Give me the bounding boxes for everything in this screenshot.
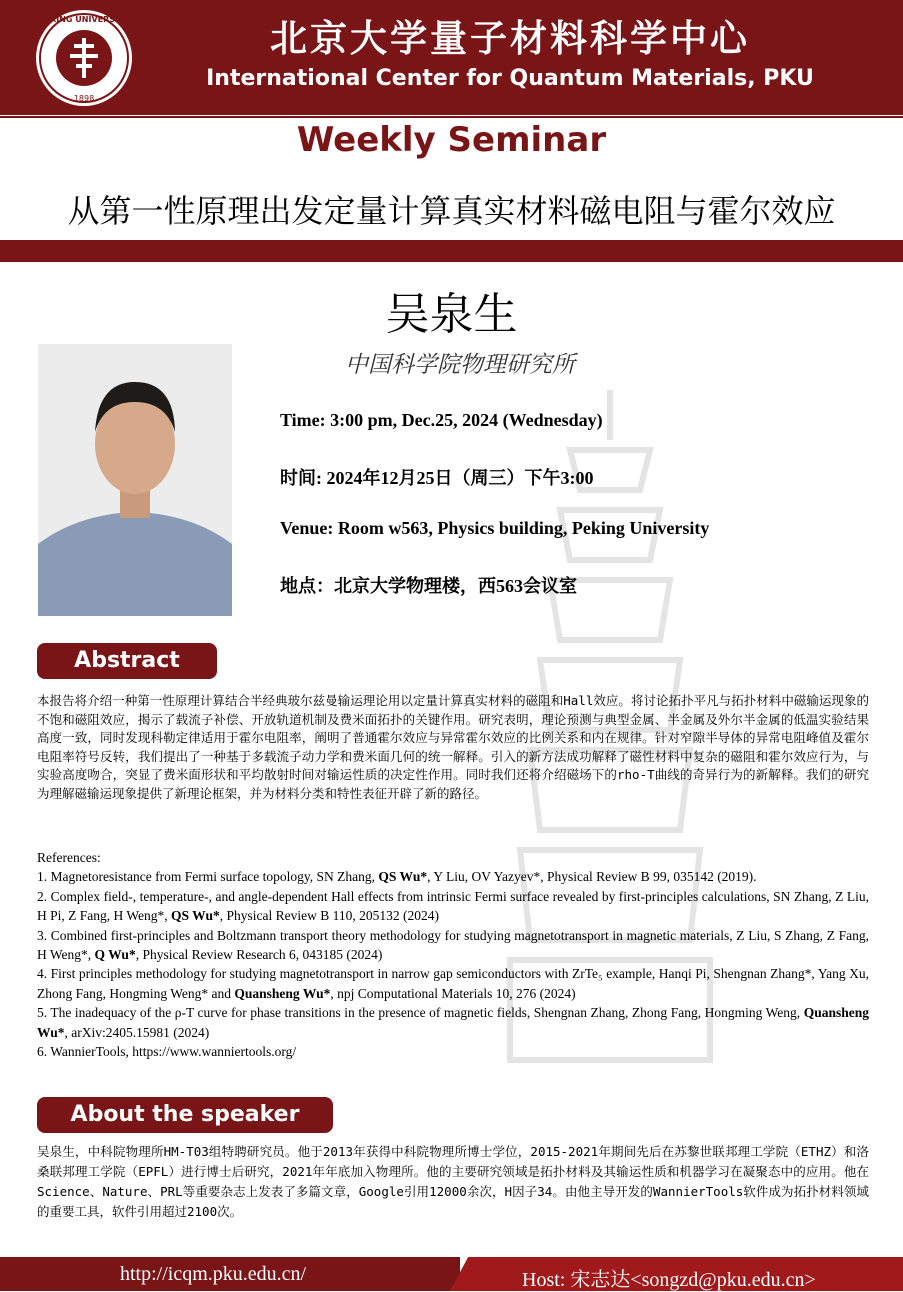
reference-item: 3. Combined first-principles and Boltzmann transport theory methodology for studying magnetotransport in magnetic materials, Z Liu, S Zhang, Z Fang, H Weng*, Q Wu*, Physical Review Research 6, 043185 (2024) (37, 927, 869, 963)
venue-cn: 地点：北京大学物理楼，西563会议室 (280, 576, 577, 596)
time-cn: 时间: 2024年12月25日（周三）下午3:00 (280, 468, 594, 488)
about-speaker-text: 吴泉生，中科院物理所HM-T03组特聘研究员。他于2013年获得中科院物理所博士学位，2015-2021年期间先后在苏黎世联邦理工学院（ETHZ）和洛桑联邦理工学院（EPFL）进行博士后研究，2021年年底加入物理所。他的主要研究领域是拓扑材料及其输运性质和机器学习在凝聚态中的应用。他在Science、Nature、PRL等重要杂志上发表了多篇文章，Google引用12000余次，H因子34。由他主导开发的WannierTools软件成为拓扑材料领域的重要工具，软件引用超过2100次。 (37, 1144, 869, 1219)
footer-url-link[interactable]: http://icqm.pku.edu.cn/ (120, 1263, 307, 1285)
header-divider (0, 116, 903, 118)
references-heading: References: (37, 850, 101, 865)
footer (0, 1257, 903, 1291)
time-en: Time: 3:00 pm, Dec.25, 2024 (Wednesday) (280, 410, 603, 430)
reference-item: 1. Magnetoresistance from Fermi surface topology, SN Zhang, QS Wu*, Y Liu, OV Yazyev*, Physical Review B 99, 035142 (2019). (37, 869, 757, 885)
speaker-affiliation: 中国科学院物理研究所 (345, 352, 575, 378)
reference-item: 2. Complex field-, temperature-, and angle-dependent Hall effects from intrinsic Fermi surface revealed by first-principles calculations, SN Zhang, Z Liu, H Pi, Z Fang, H Weng*, QS Wu*, Physical Review B 110, 205132 (2024) (37, 888, 869, 924)
reference-item: 6. WannierTools, https://www.wanniertools.org/ (37, 1044, 297, 1060)
speaker-name: 吴泉生 (385, 289, 518, 340)
references (37, 848, 869, 1061)
header-banner (0, 0, 903, 115)
abstract-label: Abstract (37, 643, 217, 679)
svg-text:1898: 1898 (73, 94, 95, 103)
title-divider-bar (0, 240, 903, 262)
center-name-cn: 北京大学量子材料科学中心 (270, 17, 750, 60)
abstract-text: 本报告将介绍一种第一性原理计算结合半经典玻尔兹曼输运理论用以定量计算真实材料的磁阻和Hall效应。将讨论拓扑平凡与拓扑材料中磁输运现象的不饱和磁阻效应，揭示了载流子补偿、开放轨道机制及费米面拓扑的关键作用。研究表明，理论预测与典型金属、半金属及外尔半金属的低温实验结果高度一致，同时发现科勒定律适用于霍尔电阻率，阐明了普通霍尔效应与异常霍尔效应的比例关系和内在规律。针对窄隙半导体的异常电阻峰值及霍尔电阻率符号反转，我们提出了一种基于多载流子动力学和费米面几何的统一解释。引入的新方法成功解释了磁性材料中复杂的磁阻和霍尔效应行为，与实验高度吻合，突显了费米面形状和平均散射时间对输运性质的决定性作用。同时我们还将介绍磁场下的rho-T曲线的奇异行为的新解释。我们的研究为理解磁输运现象提供了新理论框架，并为材料分类和特性表征开辟了新的路径。 (37, 693, 869, 801)
talk-title: 从第一性原理出发定量计算真实材料磁电阻与霍尔效应 (67, 192, 836, 230)
svg-text:PEKING UNIVERSITY: PEKING UNIVERSITY (38, 15, 130, 24)
seminar-label: Weekly Seminar (296, 120, 607, 160)
center-name-en: International Center for Quantum Materials, PKU (206, 66, 814, 91)
footer-host: Host: 宋志达<songzd@pku.edu.cn> (522, 1269, 816, 1291)
reference-item: 5. The inadequacy of the ρ-T curve for phase transitions in the presence of magnetic fields, Shengnan Zhang, Zhong Fang, Hongming Weng, Quansheng Wu*, arXiv:2405.15981 (2024) (37, 1005, 869, 1040)
venue-en: Venue: Room w563, Physics building, Peking University (280, 518, 710, 538)
pku-logo (34, 8, 134, 108)
about-speaker-label: About the speaker (37, 1097, 333, 1133)
reference-item: 4. First principles methodology for studying magnetotransport in narrow gap semiconductors with ZrTe₅ example, Hanqi Pi, Shengnan Zhang*, Yang Xu, Zhong Fang, Hongming Weng* and Quansheng Wu*, npj Computational Materials 10, 276 (2024) (37, 966, 869, 1001)
speaker-photo (38, 344, 232, 616)
